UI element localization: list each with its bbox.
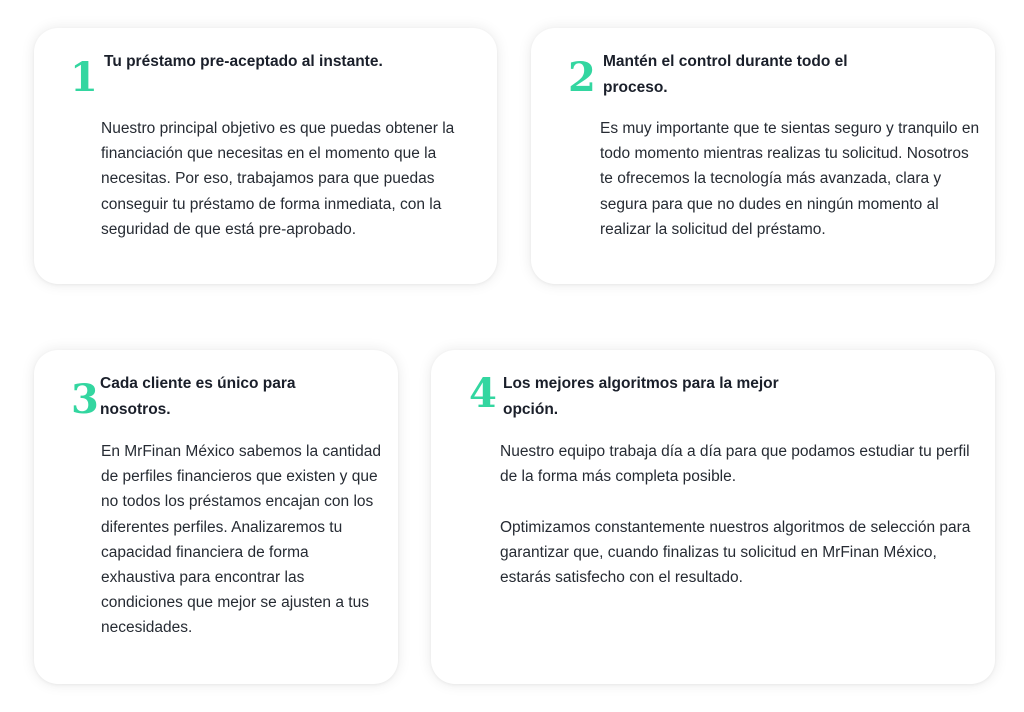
- card-paragraph: Optimizamos constantemente nuestros algoritmos de selección para garantizar que, cuando finalizas tu solicitud en MrFinan México, estarás satisfecho con el resultado.: [500, 518, 971, 586]
- card-title: Cada cliente es único para nosotros.: [100, 375, 296, 418]
- feature-card-preapproved-loan: [34, 28, 497, 284]
- step-number: 2: [568, 54, 596, 101]
- step-number: 1: [70, 54, 98, 101]
- card-title: Mantén el control durante todo el proceso.: [603, 53, 848, 96]
- card-paragraph: Es muy importante que te sientas seguro y tranquilo en todo momento mientras realizas tu solicitud. Nosotros te ofrecemos la tecnología más avanzada, clara y segura para que no dudes en ningún momento al realizar la solicitud del préstamo.: [600, 120, 980, 238]
- feature-card-unique-client: [34, 350, 398, 684]
- step-number: 3: [71, 376, 99, 423]
- card-paragraph: Nuestro equipo trabaja día a día para que podamos estudiar tu perfil de la forma más completa posible.: [500, 443, 970, 486]
- card-title: Los mejores algoritmos para la mejor opción.: [503, 375, 779, 418]
- card-title: Tu préstamo pre-aceptado al instante.: [104, 53, 383, 70]
- step-number: 4: [469, 370, 497, 417]
- card-description: [500, 439, 990, 590]
- card-paragraph: Nuestro principal objetivo es que puedas obtener la financiación que necesitas en el momento que la necesitas. Por eso, trabajamos para que puedas conseguir tu préstamo de forma inmediata, con la seguridad de que está pre-aprobado.: [101, 120, 455, 238]
- card-paragraph: En MrFinan México sabemos la cantidad de perfiles financieros que existen y que no todos los préstamos encajan con los diferentes perfiles. Analizaremos tu capacidad financiera de forma exhaustiva para encontrar las condiciones que mejor se ajusten a tus necesidades.: [101, 443, 381, 637]
- feature-card-best-algorithms: [431, 350, 995, 684]
- card-description: [101, 439, 386, 641]
- feature-card-process-control: [531, 28, 995, 284]
- card-description: [600, 116, 980, 242]
- card-description: [101, 116, 476, 242]
